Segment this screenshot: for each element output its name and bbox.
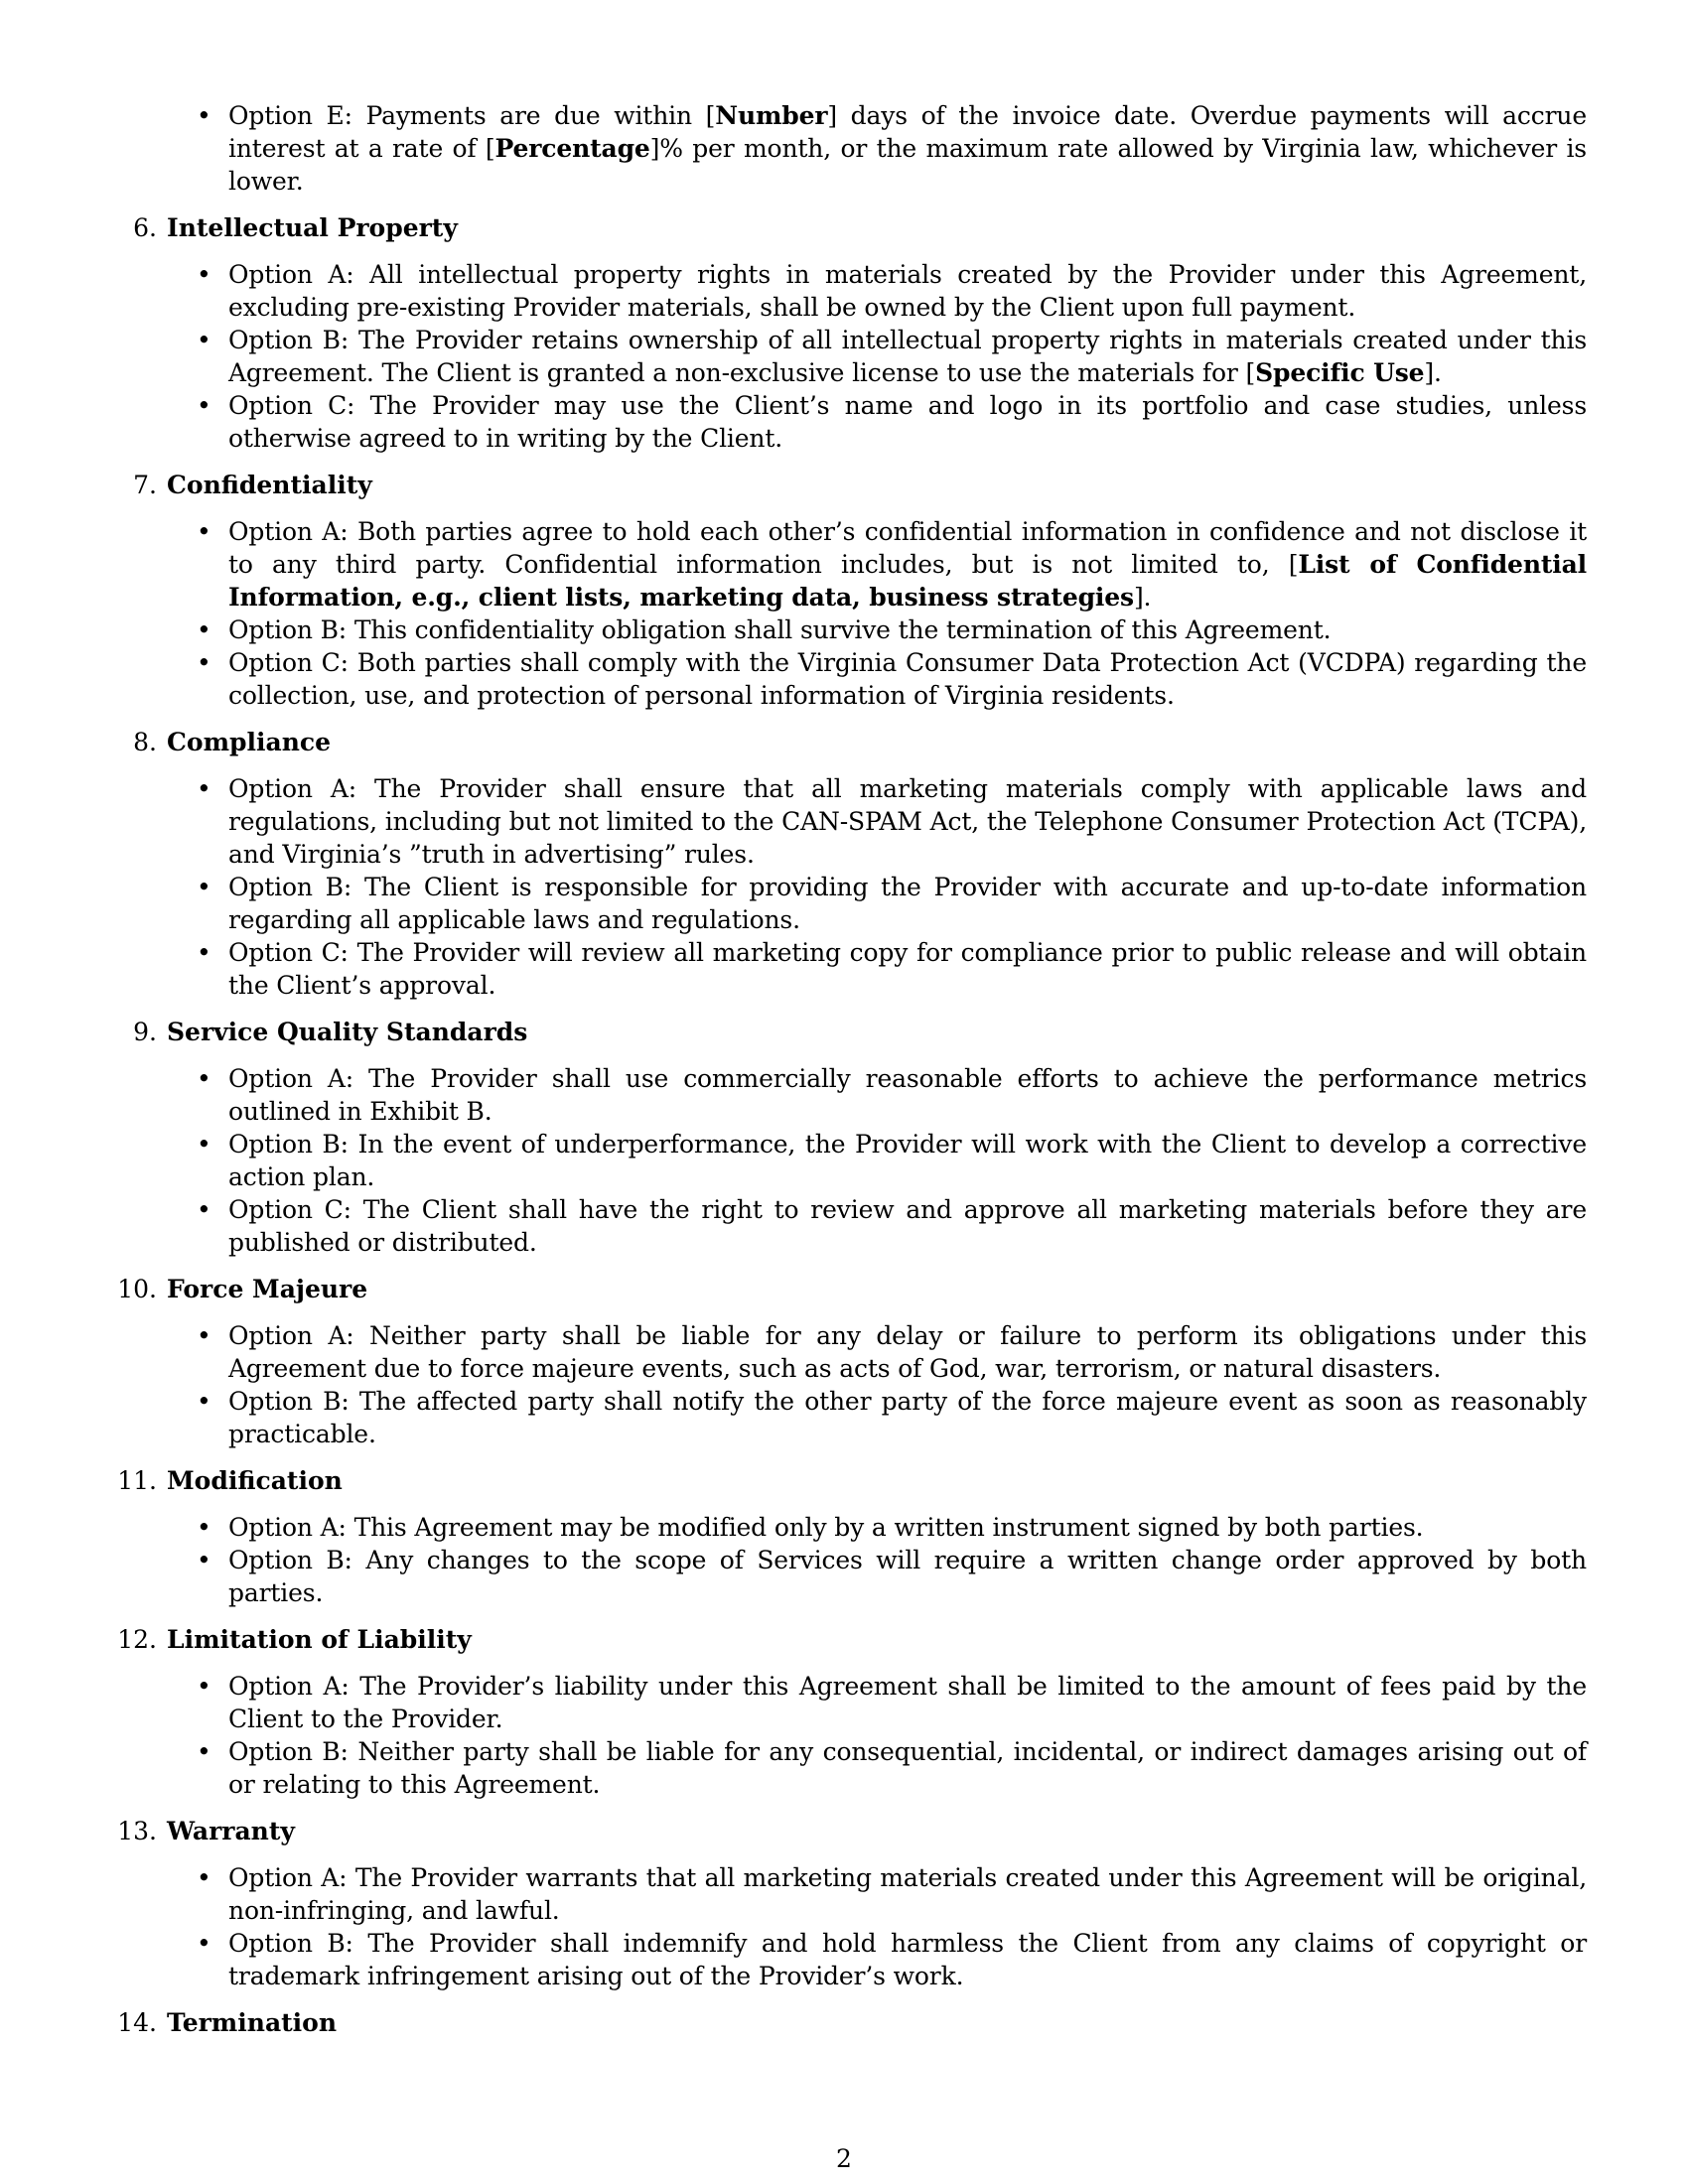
option-text: Option E: Payments are due within [ xyxy=(228,101,716,130)
option-text: ]. xyxy=(1133,583,1152,612)
option-a xyxy=(167,1670,1587,1735)
payment-option-e xyxy=(167,99,1587,198)
option-text: Option B: Any changes to the scope of Services will require a written change order approved by both parties. xyxy=(228,1546,1587,1607)
section-title: Service Quality Standards xyxy=(167,1018,528,1046)
option-a xyxy=(167,1511,1587,1544)
bullet-icon: • xyxy=(197,326,211,354)
section-title: Termination xyxy=(167,2008,338,2037)
section-heading-termination xyxy=(117,2006,1587,2039)
option-a xyxy=(167,772,1587,871)
option-text: Option C: The Provider will review all marketing copy for compliance prior to public release and will obtain the Client’s approval. xyxy=(228,938,1587,1000)
section-title: Limitation of Liability xyxy=(167,1625,472,1654)
bullet-icon: • xyxy=(197,1195,211,1224)
option-text: Option B: The Provider shall indemnify and hold harmless the Client from any claims of copyright or trademark infringement arising out of the Provider’s work. xyxy=(228,1929,1587,1990)
option-text: Option A: The Provider shall ensure that all marketing materials comply with applicable laws and regulations, including but not limited to the CAN-SPAM Act, the Telephone Consumer Protection Act (TCPA), and Virginia’s ”truth in advertising” rules. xyxy=(228,774,1587,869)
bullet-icon: • xyxy=(197,260,211,289)
placeholder-number: Number xyxy=(715,101,828,130)
bullet-icon: • xyxy=(197,1387,211,1416)
section-heading-warranty xyxy=(117,1815,1587,1847)
option-text: Option B: In the event of underperformance, the Provider will work with the Client to develop a corrective action plan. xyxy=(228,1130,1587,1191)
placeholder-confidential-list: List of Confidential Information, e.g., client lists, marketing data, business strategies xyxy=(228,550,1587,612)
option-text: Option C: Both parties shall comply with the Virginia Consumer Data Protection Act (VCDPA) regarding the collection, use, and protection of personal information of Virginia residents. xyxy=(228,648,1587,710)
option-text: ] days of the invoice date. Overdue payments will accrue interest at a rate of [ xyxy=(228,101,1587,163)
option-text: Option B: Neither party shall be liable for any consequential, incidental, or indirect damages arising out of or relating to this Agreement. xyxy=(228,1737,1587,1799)
section-title: Modification xyxy=(167,1466,343,1495)
option-a xyxy=(167,1319,1587,1385)
section-title: Force Majeure xyxy=(167,1275,368,1303)
option-text: Option A: All intellectual property rights in materials created by the Provider under this Agreement, excluding pre-existing Provider materials, shall be owned by the Client upon full payment. xyxy=(228,260,1587,322)
section-number: 6. xyxy=(133,213,157,242)
section-heading-limitation-of-liability xyxy=(117,1623,1587,1656)
section-6-options xyxy=(167,258,1587,455)
section-number: 14. xyxy=(117,2008,157,2037)
section-heading-compliance xyxy=(133,726,1587,758)
option-b xyxy=(167,324,1587,389)
section-8-options xyxy=(167,772,1587,1002)
option-c xyxy=(167,936,1587,1002)
option-b xyxy=(167,1544,1587,1609)
option-text: Option B: The Client is responsible for providing the Provider with accurate and up-to-date information regarding all applicable laws and regulations. xyxy=(228,873,1587,934)
option-b xyxy=(167,614,1587,646)
option-text: ]% per month, or the maximum rate allowed by Virginia law, whichever is lower. xyxy=(228,134,1587,196)
option-b xyxy=(167,1735,1587,1801)
section-12-options xyxy=(167,1670,1587,1801)
option-b xyxy=(167,1385,1587,1450)
section-number: 7. xyxy=(133,471,157,499)
option-text: Option A: The Provider warrants that all marketing materials created under this Agreement will be original, non-infringing, and lawful. xyxy=(228,1863,1587,1925)
option-c xyxy=(167,389,1587,455)
option-b xyxy=(167,1927,1587,1992)
section-7-options xyxy=(167,515,1587,712)
section-13-options xyxy=(167,1861,1587,1992)
option-text: Option A: Neither party shall be liable for any delay or failure to perform its obligations under this Agreement due to force majeure events, such as acts of God, war, terrorism, or natural disasters. xyxy=(228,1321,1587,1383)
option-a xyxy=(167,258,1587,324)
bullet-icon: • xyxy=(197,1130,211,1159)
bullet-icon: • xyxy=(197,391,211,420)
section-heading-modification xyxy=(117,1464,1587,1497)
option-text: Option B: The Provider retains ownership of all intellectual property rights in materials created under this Agreement. The Client is granted a non-exclusive license to use the materials for [ xyxy=(228,326,1587,387)
option-b xyxy=(167,1128,1587,1193)
bullet-icon: • xyxy=(197,517,211,546)
bullet-icon: • xyxy=(197,1929,211,1958)
bullet-icon: • xyxy=(197,1737,211,1766)
option-text: Option B: The affected party shall notify the other party of the force majeure event as soon as reasonably practicable. xyxy=(228,1387,1587,1448)
section-heading-intellectual-property xyxy=(133,211,1587,244)
option-text: Option A: The Provider’s liability under this Agreement shall be limited to the amount of fees paid by the Client to the Provider. xyxy=(228,1672,1587,1733)
bullet-icon: • xyxy=(197,774,211,803)
section-9-options xyxy=(167,1062,1587,1259)
bullet-icon: • xyxy=(197,101,211,130)
section-title: Intellectual Property xyxy=(167,213,458,242)
placeholder-percentage: Percentage xyxy=(494,134,650,163)
bullet-icon: • xyxy=(197,1513,211,1542)
placeholder-specific-use: Specific Use xyxy=(1255,358,1425,387)
section-title: Compliance xyxy=(167,728,332,756)
section-heading-confidentiality xyxy=(133,469,1587,501)
document-body xyxy=(117,99,1587,2053)
bullet-icon: • xyxy=(197,873,211,901)
option-a xyxy=(167,515,1587,614)
option-b xyxy=(167,871,1587,936)
section-number: 9. xyxy=(133,1018,157,1046)
option-a xyxy=(167,1062,1587,1128)
bullet-icon: • xyxy=(197,648,211,677)
section-number: 12. xyxy=(117,1625,157,1654)
option-text: Option A: Both parties agree to hold each other’s confidential information in confidence and not disclose it to any third party. Confidential information includes, but is not limited to, [ xyxy=(228,517,1587,579)
option-c xyxy=(167,646,1587,712)
option-text: Option B: This confidentiality obligation shall survive the termination of this Agreement. xyxy=(228,615,1332,644)
section-title: Warranty xyxy=(167,1817,295,1845)
section-number: 8. xyxy=(133,728,157,756)
option-text: ]. xyxy=(1424,358,1442,387)
payment-terms-bullets xyxy=(167,99,1587,198)
section-10-options xyxy=(167,1319,1587,1450)
section-number: 10. xyxy=(117,1275,157,1303)
bullet-icon: • xyxy=(197,1321,211,1350)
option-text: Option A: The Provider shall use commercially reasonable efforts to achieve the performance metrics outlined in Exhibit B. xyxy=(228,1064,1587,1126)
section-number: 11. xyxy=(117,1466,157,1495)
option-a xyxy=(167,1861,1587,1927)
section-title: Confidentiality xyxy=(167,471,372,499)
bullet-icon: • xyxy=(197,1863,211,1892)
bullet-icon: • xyxy=(197,1064,211,1093)
section-heading-service-quality xyxy=(133,1016,1587,1048)
bullet-icon: • xyxy=(197,1546,211,1574)
bullet-icon: • xyxy=(197,938,211,967)
bullet-icon: • xyxy=(197,615,211,644)
option-c xyxy=(167,1193,1587,1259)
page-number: 2 xyxy=(836,2144,852,2173)
option-text: Option C: The Client shall have the right to review and approve all marketing materials before they are published or distributed. xyxy=(228,1195,1587,1257)
option-text: Option A: This Agreement may be modified only by a written instrument signed by both parties. xyxy=(228,1513,1424,1542)
section-heading-force-majeure xyxy=(117,1273,1587,1305)
option-text: Option C: The Provider may use the Client’s name and logo in its portfolio and case studies, unless otherwise agreed to in writing by the Client. xyxy=(228,391,1587,453)
section-11-options xyxy=(167,1511,1587,1609)
bullet-icon: • xyxy=(197,1672,211,1701)
section-number: 13. xyxy=(117,1817,157,1845)
